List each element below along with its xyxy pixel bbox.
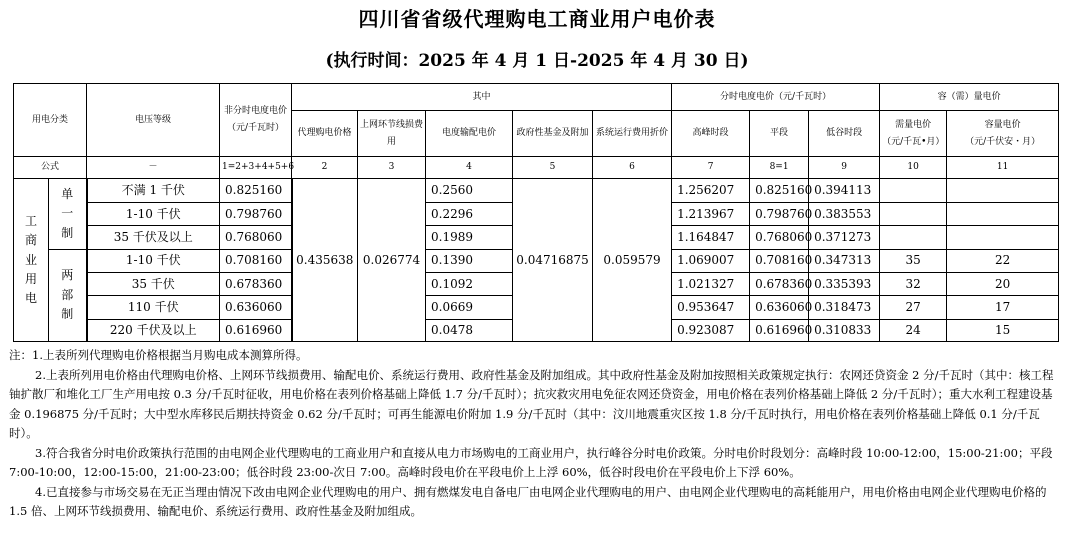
header-demand-price — [880, 111, 947, 157]
cell-voltage: 110 千伏 — [87, 296, 220, 319]
cell-system-cost: 0.059579 — [593, 179, 672, 342]
cell-capacity — [947, 202, 1059, 225]
cell-proxy-price: 0.435638 — [292, 179, 358, 342]
formula-c2: 2 — [292, 157, 358, 179]
cell-price: 0.708160 — [220, 249, 292, 272]
cell-transmission: 0.1092 — [426, 272, 513, 295]
cell-transmission: 0.2296 — [426, 202, 513, 225]
header-row-1 — [14, 84, 1059, 111]
cell-valley: 0.318473 — [809, 296, 880, 319]
cell-capacity — [947, 179, 1059, 202]
cell-gov-fund: 0.04716875 — [513, 179, 593, 342]
cell-peak: 1.256207 — [672, 179, 750, 202]
cell-transmission: 0.1390 — [426, 249, 513, 272]
cell-voltage: 220 千伏及以上 — [87, 319, 220, 341]
notes — [9, 346, 1059, 522]
cell-voltage: 1-10 千伏 — [87, 249, 220, 272]
header-category: 用电分类 — [14, 84, 87, 157]
formula-voltage: － — [87, 157, 220, 179]
cell-demand: 27 — [880, 296, 947, 319]
cell-demand — [880, 179, 947, 202]
cell-demand: 32 — [880, 272, 947, 295]
header-proxy-price: 代理购电价格 — [292, 111, 358, 157]
header-demand-unit: （元/千瓦•月） — [882, 136, 945, 147]
header-peak: 高峰时段 — [672, 111, 750, 157]
header-flat: 平段 — [750, 111, 809, 157]
formula-c7: 7 — [672, 157, 750, 179]
cell-capacity: 15 — [947, 319, 1059, 341]
group-single: 单一制 — [49, 179, 87, 249]
cell-voltage: 不满 1 千伏 — [87, 179, 220, 202]
page-subtitle: (执行时间：2025 年 4 月 1 日-2025 年 4 月 30 日) — [325, 51, 749, 71]
cell-transmission: 0.1989 — [426, 226, 513, 249]
cell-peak: 1.164847 — [672, 226, 750, 249]
cell-capacity: 22 — [947, 249, 1059, 272]
cell-peak: 1.021327 — [672, 272, 750, 295]
note-1: 注：1.上表所列代理购电价格根据当月购电成本测算所得。 — [9, 348, 308, 362]
cell-price: 0.798760 — [220, 202, 292, 225]
formula-c11: 11 — [947, 157, 1059, 179]
cell-peak: 1.069007 — [672, 249, 750, 272]
formula-c5: 5 — [513, 157, 593, 179]
table-row — [14, 179, 1059, 202]
cell-valley: 0.371273 — [809, 226, 880, 249]
cell-demand: 24 — [880, 319, 947, 341]
cell-valley: 0.347313 — [809, 249, 880, 272]
formula-c3: 3 — [358, 157, 426, 179]
group-two-part: 两部制 — [49, 249, 87, 341]
header-transmission: 电度输配电价 — [426, 111, 513, 157]
header-non-tou-price: 非分时电度电价（元/千瓦时） — [220, 84, 292, 157]
note-4: 4.已直接参与市场交易在无正当理由情况下改由电网企业代理购电的用户、拥有燃煤发电自备电厂由电网企业代理购电的用户、由电网企业代理购电的高耗能用户，用电价格由电网企业代理购电价格的 1.5 倍、上网环节线损费用、输配电价、系统运行费用、政府性基金及附加组成。 — [9, 484, 1047, 518]
cell-transmission: 0.0478 — [426, 319, 513, 341]
header-capacity-price — [947, 111, 1059, 157]
note-3: 3.符合我省分时电价政策执行范围的由电网企业代理购电的工商业用户和直接从电力市场购电的工商业用户，执行峰谷分时电价政策。分时电价时段划分：高峰时段 10:00-12:00，15:00-21:00；平段 7:00-10:00，12:00-15:00，21:00-23:00；低谷时段 23:00-次日 7:00。高峰时段电价在平段电价上上浮 60%，低谷时段电价在平段电价上下浮 60%。 — [9, 445, 1053, 479]
cell-demand — [880, 226, 947, 249]
formula-c10: 10 — [880, 157, 947, 179]
group-main: 工商业用电 — [14, 179, 49, 342]
header-voltage: 电压等级 — [87, 84, 220, 157]
cell-peak: 0.953647 — [672, 296, 750, 319]
formula-c8: 8=1 — [750, 157, 809, 179]
header-among: 其中 — [292, 84, 672, 111]
header-capacity-unit: （元/千伏安・月） — [965, 136, 1041, 147]
cell-flat: 0.708160 — [750, 249, 809, 272]
cell-grid-loss: 0.026774 — [358, 179, 426, 342]
formula-c1: 1=2+3+4+5+6 — [220, 157, 292, 179]
formula-row — [14, 157, 1059, 179]
formula-c6: 6 — [593, 157, 672, 179]
cell-valley: 0.335393 — [809, 272, 880, 295]
cell-peak: 0.923087 — [672, 319, 750, 341]
cell-price: 0.678360 — [220, 272, 292, 295]
cell-voltage: 1-10 千伏 — [87, 202, 220, 225]
header-grid-loss: 上网环节线损费用 — [358, 111, 426, 157]
header-demand-label: 需量电价 — [895, 119, 932, 130]
formula-c4: 4 — [426, 157, 513, 179]
header-capacity: 容（需）量电价 — [880, 84, 1059, 111]
cell-flat: 0.825160 — [750, 179, 809, 202]
cell-valley: 0.310833 — [809, 319, 880, 341]
cell-transmission: 0.2560 — [426, 179, 513, 202]
cell-capacity — [947, 226, 1059, 249]
page-title: 四川省省级代理购电工商业用户电价表 — [358, 7, 716, 31]
cell-flat: 0.768060 — [750, 226, 809, 249]
cell-voltage: 35 千伏及以上 — [87, 226, 220, 249]
cell-valley: 0.394113 — [809, 179, 880, 202]
cell-flat: 0.616960 — [750, 319, 809, 341]
cell-voltage: 35 千伏 — [87, 272, 220, 295]
cell-capacity: 20 — [947, 272, 1059, 295]
cell-flat: 0.678360 — [750, 272, 809, 295]
note-2: 2.上表所列用电价格由代理购电价格、上网环节线损费用、输配电价、系统运行费用、政府性基金及附加组成。其中政府性基金及附加按照相关政策规定执行：农网还贷资金 2 分/千瓦时（其中：核工程铀扩散厂和堆化工厂生产用电按 0.3 分/千瓦时征收，用电价格在表列价格基础上降低 1.7 分/千瓦时）；抗灾救灾用电免征农网还贷资金，用电价格在表列价格基础上降低 2 分/千瓦时）；重大水利工程建设基金 0.196875 分/千瓦时；大中型水库移民后期扶持资金 0.62 分/千瓦时；可再生能源电价附加 1.9 分/千瓦时（其中：汶川地震重灾区按 1.8 分/千瓦时执行，用电价格在表列价格基础上降低 0.1 分/千瓦时）。 — [9, 367, 1054, 440]
cell-price: 0.616960 — [220, 319, 292, 341]
cell-price: 0.825160 — [220, 179, 292, 202]
cell-flat: 0.798760 — [750, 202, 809, 225]
cell-demand: 35 — [880, 249, 947, 272]
cell-price: 0.636060 — [220, 296, 292, 319]
formula-c9: 9 — [809, 157, 880, 179]
cell-flat: 0.636060 — [750, 296, 809, 319]
cell-capacity: 17 — [947, 296, 1059, 319]
header-system-cost: 系统运行费用折价 — [593, 111, 672, 157]
cell-valley: 0.383553 — [809, 202, 880, 225]
cell-peak: 1.213967 — [672, 202, 750, 225]
price-table — [13, 83, 1059, 342]
header-valley: 低谷时段 — [809, 111, 880, 157]
formula-label: 公式 — [14, 157, 87, 179]
header-capacity-label: 容量电价 — [984, 119, 1021, 130]
cell-price: 0.768060 — [220, 226, 292, 249]
cell-demand — [880, 202, 947, 225]
header-tou-price: 分时电度电价（元/千瓦时） — [672, 84, 880, 111]
cell-transmission: 0.0669 — [426, 296, 513, 319]
header-gov-fund: 政府性基金及附加 — [513, 111, 593, 157]
